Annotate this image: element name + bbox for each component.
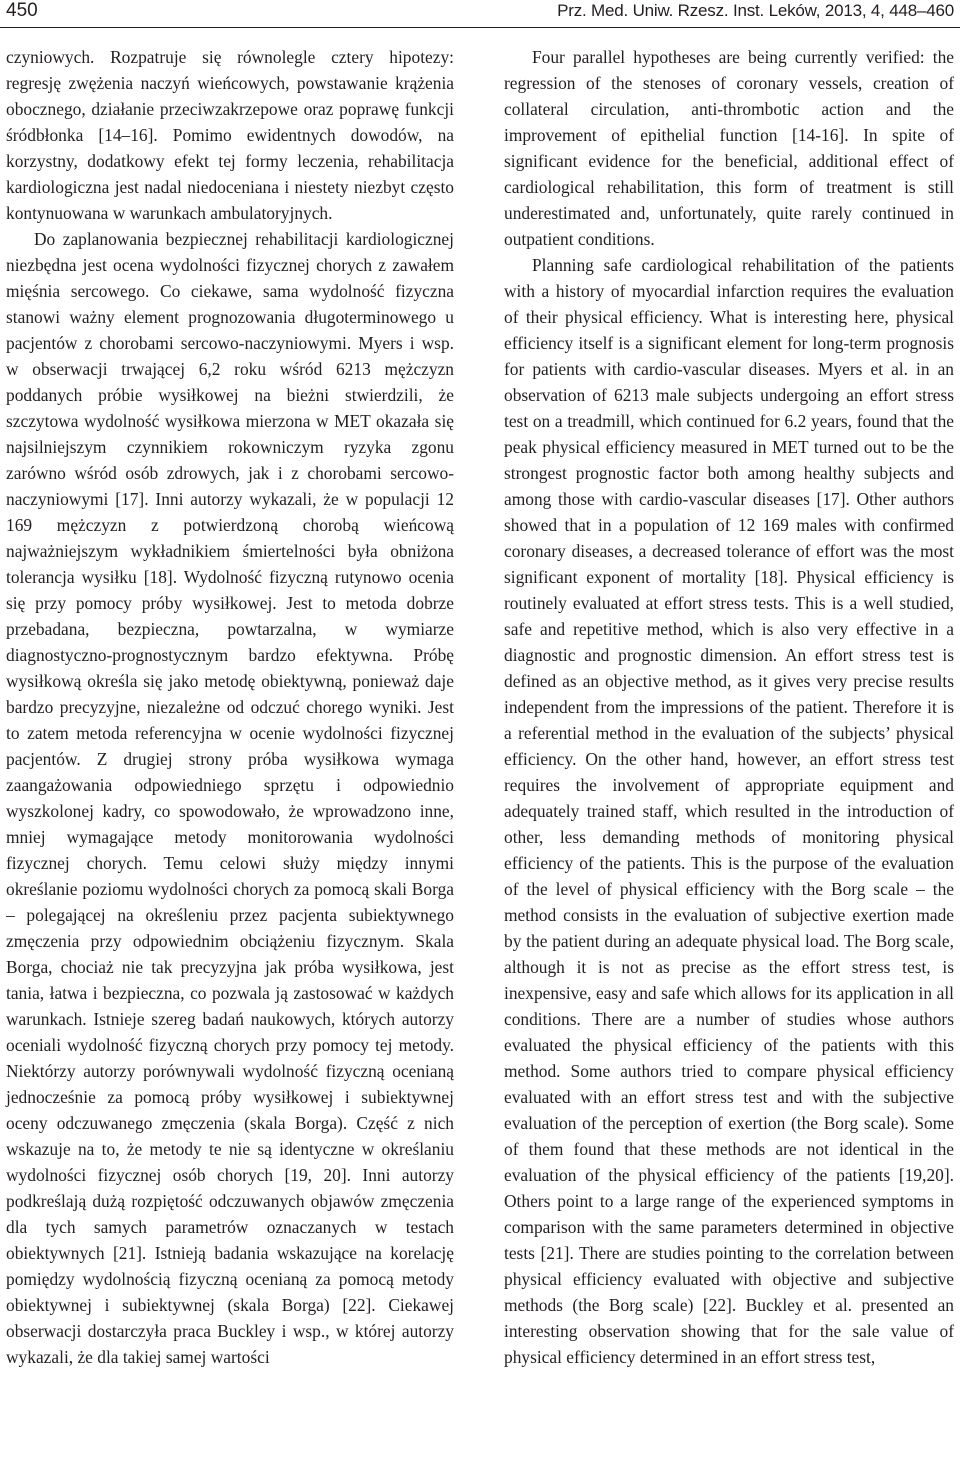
page-number: 450 [6, 0, 38, 21]
header-rule [0, 27, 960, 28]
running-head: Prz. Med. Uniw. Rzesz. Inst. Leków, 2013, 4, 448–460 [557, 1, 954, 20]
paragraph: Four parallel hypotheses are being currently verified: the regression of the stenoses of coronary vessels, creation of collateral circulation, anti-thrombotic action and the improvement of epithelial function [14-16]. In spite of significant evidence for the beneficial, additional effect of cardiological rehabilitation, this form of treatment is still underestimated and, unfortunately, quite rarely continued in outpatient conditions. [504, 47, 954, 249]
english-text-column [504, 44, 954, 1370]
paragraph: Planning safe cardiological rehabilitation of the patients with a history of myocardial infarction requires the evaluation of their physical efficiency. What is interesting here, physical efficiency itself is a significant element for long-term prognosis for patients with cardio-vascular diseases. Myers et al. in an observation of 6213 male subjects undergoing an effort stress test on a treadmill, which continued for 6.2 years, found that the peak physical efficiency measured in MET turned out to be the strongest prognostic factor both among healthy subjects and among those with cardio-vascular diseases [17]. Other authors showed that in a population of 12 169 males with confirmed coronary diseases, a decreased tolerance of effort was the most significant exponent of mortality [18]. Physical efficiency is routinely evaluated at effort stress tests. This is a well studied, safe and repetitive method, which is also very effective in a diagnostic and prognostic dimension. An effort stress test is defined as an objective method, as it gives very precise results independent from the impressions of the patient. Therefore it is a referential method in the evaluation of the subjects’ physical efficiency. On the other hand, however, an effort stress test requires the involvement of appropriate equipment and adequately trained staff, which resulted in the introduction of other, less demanding methods of monitoring physical efficiency of the patients. This is the purpose of the evaluation of the level of physical efficiency with the Borg scale – the method consists in the evaluation of subjective exertion made by the patient during an adequate physical load. The Borg scale, although it is not as precise as the effort stress test, is inexpensive, easy and safe which allows for its application in all conditions. There are a number of studies whose authors evaluated the physical efficiency of the patients with this method. Some authors tried to compare physical efficiency evaluated with an effort stress test and with the subjective evaluation of the perception of exertion (the Borg scale). Some of them found that these methods are not identical in the evaluation of the physical efficiency of the patients [19,20]. Others point to a large range of the experienced symptoms in comparison with the same parameters determined in objective tests [21]. There are studies pointing to the correlation between physical efficiency evaluated with objective and subjective methods (the Borg scale) [22]. Buckley et al. presented an interesting observation showing that for the sale value of physical efficiency determined in an effort stress test, [504, 255, 954, 1367]
page-header [0, 0, 960, 30]
paragraph: czyniowych. Rozpatruje się równolegle cztery hipotezy: regresję zwężenia naczyń wieńcowych, powstawanie krążenia obocznego, działanie przeciwzakrzepowe oraz poprawę funkcji śródbłonka [14–16]. Pomimo ewidentnych dowodów, na korzystny, dodatkowy efekt tej formy leczenia, rehabilitacja kardiologiczna jest nadal niedoceniana i niestety niezbyt często kontynuowana w warunkach ambulatoryjnych. [6, 47, 454, 223]
polish-text-column [6, 44, 454, 1370]
paragraph: Do zaplanowania bezpiecznej rehabilitacji kardiologicznej niezbędna jest ocena wydolności fizycznej chorych z zawałem mięśnia sercowego. Co ciekawe, sama wydolność fizyczna stanowi ważny element prognozowania długoterminowego u pacjentów z chorobami sercowo-naczyniowymi. Myers i wsp. w obserwacji trwającej 6,2 roku wśród 6213 mężczyzn poddanych próbie wysiłkowej na bieżni stwierdzili, że szczytowa wydolność wysiłkowa mierzona w MET okazała się najsilniejszym czynnikiem rokowniczym ryzyka zgonu zarówno wśród osób zdrowych, jak i z chorobami sercowo-naczyniowymi [17]. Inni autorzy wykazali, że w populacji 12 169 mężczyzn z potwierdzoną chorobą wieńcową najważniejszym wykładnikiem śmiertelności była obniżona tolerancja wysiłku [18]. Wydolność fizyczną rutynowo ocenia się przy pomocy próby wysiłkowej. Jest to metoda dobrze przebadana, bezpieczna, powtarzalna, w wymiarze diagnostyczno-prognostycznym bardzo efektywna. Próbę wysiłkową określa się jako metodę obiektywną, ponieważ daje bardzo precyzyjne, niezależne od odczuć chorego wyniki. Jest to zatem metoda referencyjna w ocenie wydolności fizycznej pacjentów. Z drugiej strony próba wysiłkowa wymaga zaangażowania odpowiedniego sprzętu i odpowiednio wyszkolonej kadry, co spowodowało, że wprowadzono inne, mniej wymagające metody monitorowania wydolności fizycznej chorych. Temu celowi służy między innymi określanie poziomu wydolności chorych za pomocą skali Borga – polegającej na określeniu przez pacjenta subiektywnego zmęczenia przy odpowiednim obciążeniu fizycznym. Skala Borga, chociaż nie tak precyzyjna jak próba wysiłkowa, jest tania, łatwa i bezpieczna, co pozwala ją zastosować w każdych warunkach. Istnieje szereg badań naukowych, których autorzy oceniali wydolność fizyczną chorych przy pomocy tej metody. Niektórzy autorzy porównywali wydolność fizyczną ocenianą jednocześnie za pomocą próby wysiłkowej i subiektywnej oceny odczuwanego zmęczenia (skala Borga). Część z nich wskazuje na to, że metody te nie są identyczne w określaniu wydolności fizycznej osób chorych [19, 20]. Inni autorzy podkreślają dużą rozpiętość odczuwanych objawów zmęczenia dla tych samych parametrów oznaczanych w testach obiektywnych [21]. Istnieją badania wskazujące na korelację pomiędzy wydolnością fizyczną ocenianą za pomocą metody obiektywnej i subiektywnej (skala Borga) [22]. Ciekawej obserwacji dostarczyła praca Buckley i wsp., w której autorzy wykazali, że dla takiej samej wartości [6, 229, 454, 1367]
